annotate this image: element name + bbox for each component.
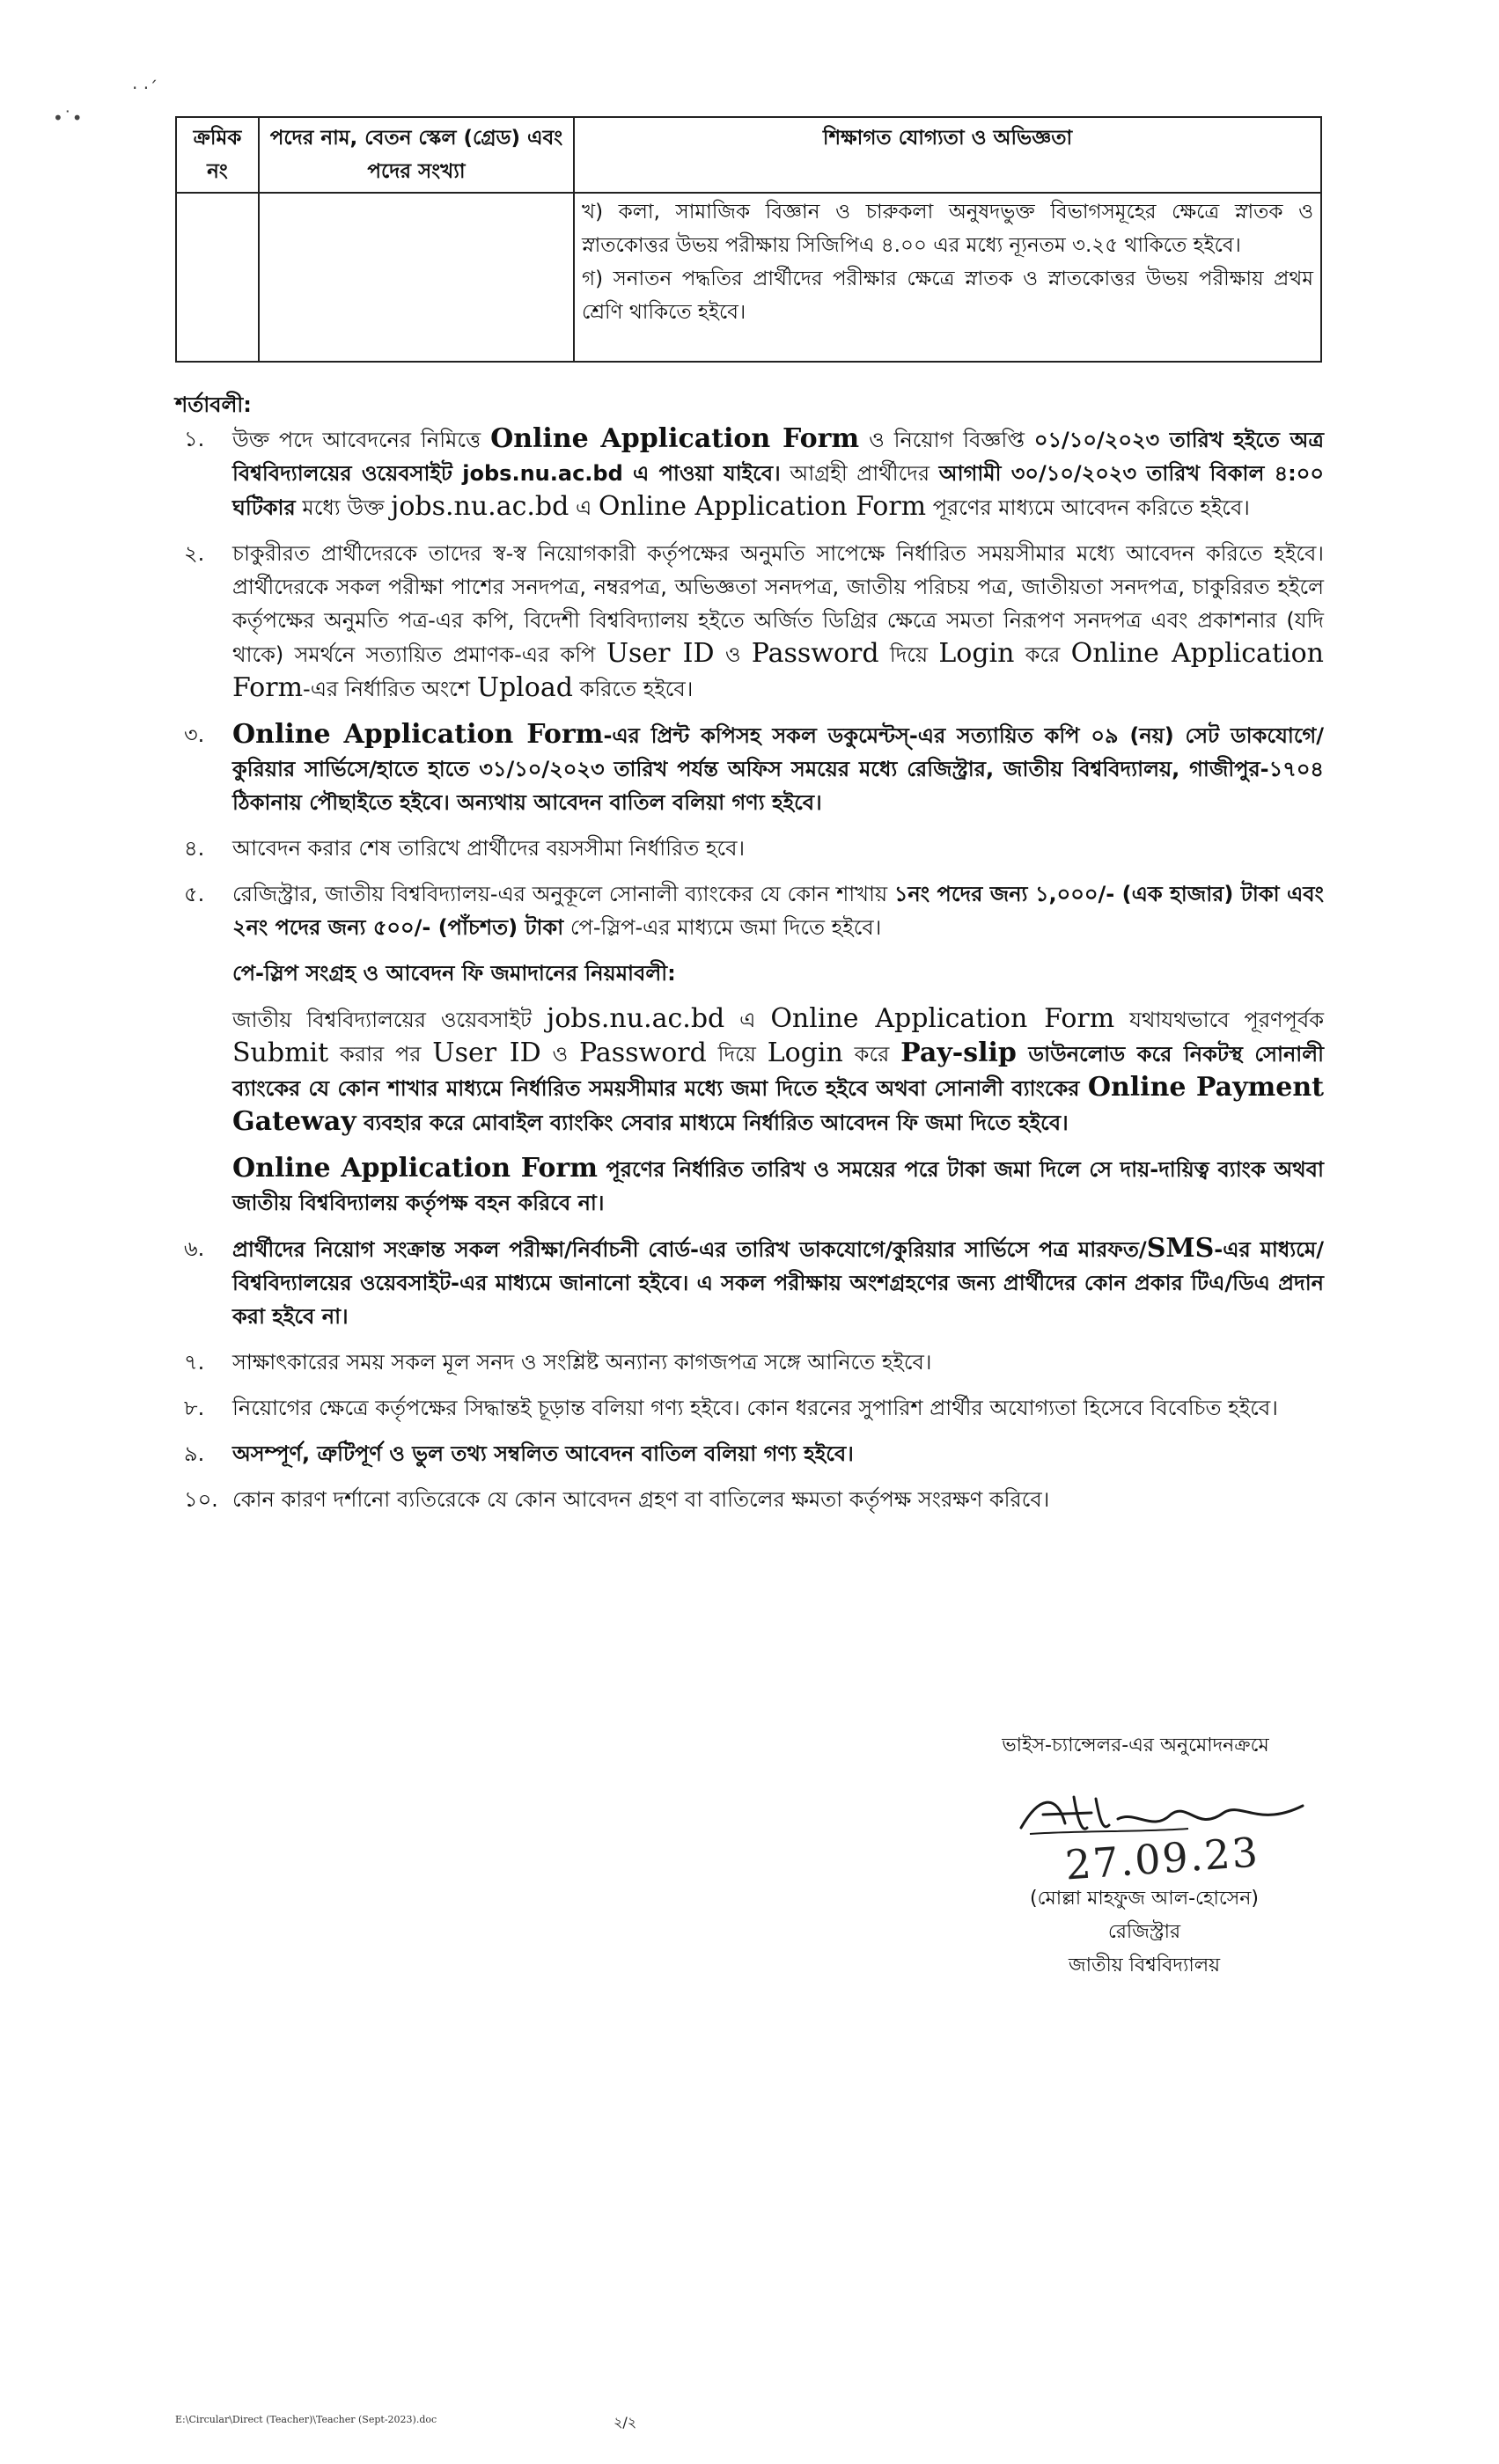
conditions-list bbox=[175, 422, 1324, 1529]
text: করার পর bbox=[328, 1042, 433, 1067]
text: User ID bbox=[432, 1038, 541, 1068]
page-number: ২/২ bbox=[614, 2414, 637, 2431]
col-header-serial: ক্রমিক নং bbox=[176, 117, 259, 193]
signature-block bbox=[880, 1729, 1338, 1763]
signatory-institution: জাতীয় বিশ্ববিদ্যালয় bbox=[1068, 1954, 1221, 1976]
text: Pay-slip bbox=[900, 1038, 1017, 1068]
item-number: ৭. bbox=[184, 1350, 205, 1375]
text: চাকুরীরত প্রার্থীদেরকে তাদের স্ব-স্ব নিয়োগকারী কর্তৃপক্ষের অনুমতি সাপেক্ষে নির্ধারিত সময়সীমার মধ্যে আবেদন করিতে হইবে। প্রার্থীদেরকে সকল পরীক্ষা পাশের সনদপত্র, নম্বরপত্র, অভিজ্ঞতা সনদপত্র, জাতীয় পরিচয় পত্র, জাতীয়তা সনদপত্র, চাকুরিরত হইলে কর্তৃপক্ষের অনুমতি পত্র-এর কপি, বিদেশী বিশ্ববিদ্যালয় হইতে অর্জিত ডিগ্রির ক্ষেত্রে সমতা নিরূপণ সনদপত্র এবং প্রকাশনার (যদি থাকে) সমর্থনে সত্যায়িত প্রমাণক-এর কপি bbox=[232, 541, 1324, 667]
condition-item-5 bbox=[175, 877, 1324, 1220]
qualification-line: খ) কলা, সামাজিক বিজ্ঞান ও চারুকলা অনুষদভুক্ত বিভাগসমূহের ক্ষেত্রে স্নাতক ও স্নাতকোত্তর উভয় পরীক্ষায় সিজিপিএ ৪.০০ এর মধ্যে ন্যূনতম ৩.২৫ থাকিতে হইবে। bbox=[582, 201, 1313, 257]
condition-item-1 bbox=[175, 422, 1324, 524]
text: জাতীয় বিশ্ববিদ্যালয়ের ওয়েবসাইট bbox=[232, 1008, 547, 1032]
text: -এর প্রিন্ট কপিসহ সকল ডকুমেন্টস্-এর সত্যায়িত কপি ০৯ (নয়) সেট ডাকযোগে/কুরিয়ার সার্ভিসে/হাতে হাতে ৩১/১০/২০২৩ তারিখ পর্যন্ত অফিস সময়ের মধ্যে রেজিস্ট্রার, জাতীয় বিশ্ববিদ্যালয়, গাজীপুর-১৭০৪ ঠিকানায় পৌছাইতে হইবে। অন্যথায় আবেদন বাতিল বলিয়া গণ্য হইবে। bbox=[232, 723, 1324, 815]
item-number: ৬. bbox=[184, 1236, 205, 1261]
text: রেজিস্ট্রার, জাতীয় বিশ্ববিদ্যালয়-এর অনুকূলে সোনালী ব্যাংকের যে কোন শাখায় bbox=[232, 882, 894, 906]
scan-mark: •˙• bbox=[53, 107, 83, 128]
payslip-subheading: পে-স্লিপ সংগ্রহ ও আবেদন ফি জমাদানের নিয়মাবলী: bbox=[232, 961, 676, 986]
signatory-details bbox=[1012, 1882, 1276, 1983]
text: Online Application Form bbox=[232, 719, 604, 750]
col-header-post: পদের নাম, বেতন স্কেল (গ্রেড) এবং পদের সংখ্যা bbox=[259, 117, 574, 193]
text: আগ্রহী প্রার্থীদের bbox=[780, 461, 939, 486]
text: Login bbox=[938, 638, 1015, 669]
item-number: ২. bbox=[184, 541, 205, 566]
text: আবেদন করার শেষ তারিখে প্রার্থীদের বয়সসীমা নির্ধারিত হবে। bbox=[232, 836, 746, 861]
text: পূরণের নির্ধারিত তারিখ ও সময়ের পরে টাকা জমা দিলে সে দায়-দায়িত্ব ব্যাংক অথবা জাতীয় বিশ্ববিদ্যালয় কর্তৃপক্ষ বহন করিবে না। bbox=[232, 1157, 1324, 1215]
table-cell-qualification bbox=[574, 193, 1321, 362]
text: -এর মাধ্যমে/বিশ্ববিদ্যালয়ের ওয়েবসাইট-এর মাধ্যমে জানানো হইবে। এ সকল পরীক্ষায় অংশগ্রহণের জন্য প্রার্থীদের কোন প্রকার টিএ/ডিএ প্রদান করা হইবে না। bbox=[232, 1237, 1324, 1329]
text: Online Application Form bbox=[598, 491, 927, 522]
text: Password bbox=[751, 638, 879, 669]
text: পূরণের মাধ্যমে আবেদন করিতে হইবে। bbox=[926, 495, 1250, 520]
text: Online Application Form bbox=[770, 1003, 1115, 1034]
text: মধ্যে উক্ত bbox=[295, 495, 392, 520]
item-number: ৮. bbox=[184, 1396, 205, 1420]
text: Online Application Form bbox=[232, 1153, 598, 1184]
table-cell-serial bbox=[176, 193, 259, 362]
text: দিয়ে bbox=[706, 1042, 768, 1067]
text: ও নিয়োগ বিজ্ঞপ্তি bbox=[859, 428, 1034, 452]
text: ব্যবহার করে মোবাইল ব্যাংকিং সেবার মাধ্যমে নির্ধারিত আবেদন ফি জমা দিতে হইবে। bbox=[356, 1111, 1069, 1135]
item-number: ১. bbox=[184, 427, 205, 451]
text: সাক্ষাৎকারের সময় সকল মূল সনদ ও সংশ্লিষ্ট অন্যান্য কাগজপত্র সঙ্গে আনিতে হইবে। bbox=[232, 1350, 932, 1375]
text: Login bbox=[767, 1038, 843, 1068]
condition-item-4 bbox=[175, 832, 1324, 865]
signature-date: 27.09.23 bbox=[1063, 1828, 1261, 1889]
condition-item-6 bbox=[175, 1232, 1324, 1333]
item-number: ৪. bbox=[184, 836, 205, 861]
signatory-name: (মোল্লা মাহফুজ আল-হোসেন) bbox=[1030, 1888, 1259, 1910]
condition-item-2 bbox=[175, 537, 1324, 706]
conditions-heading: শর্তাবলী: bbox=[175, 392, 252, 417]
table-row bbox=[176, 193, 1321, 362]
text: কোন কারণ দর্শানো ব্যতিরেকে যে কোন আবেদন গ্রহণ বা বাতিলের ক্ষমতা কর্তৃপক্ষ সংরক্ষণ করিবে। bbox=[232, 1487, 1050, 1512]
text: আগামী ৩০/১০/২০২৩ তারিখ বিকাল ৪:০০ ঘটিকার bbox=[232, 461, 1324, 520]
scan-mark: · ·´ bbox=[132, 77, 158, 99]
table-cell-post bbox=[259, 193, 574, 362]
condition-item-10 bbox=[175, 1483, 1324, 1516]
text: Upload bbox=[476, 672, 573, 703]
website-link[interactable]: jobs.nu.ac.bd bbox=[546, 1003, 725, 1034]
condition-item-8 bbox=[175, 1391, 1324, 1425]
text: উক্ত পদে আবেদনের নিমিত্তে bbox=[232, 428, 491, 452]
condition-item-7 bbox=[175, 1346, 1324, 1379]
col-header-qualification: শিক্ষাগত যোগ্যতা ও অভিজ্ঞতা bbox=[574, 117, 1321, 193]
item-number: ৩. bbox=[184, 722, 205, 747]
item-number: ৫. bbox=[184, 882, 205, 906]
condition-item-9 bbox=[175, 1437, 1324, 1470]
text: পে-স্লিপ-এর মাধ্যমে জমা দিতে হইবে। bbox=[563, 915, 882, 940]
qualification-table bbox=[175, 116, 1322, 363]
text: এ bbox=[724, 1008, 771, 1032]
text: নিয়োগের ক্ষেত্রে কর্তৃপক্ষের সিদ্ধান্তই চূড়ান্ত বলিয়া গণ্য হইবে। কোন ধরনের সুপারিশ প্রার্থীর অযোগ্যতা হিসেবে বিবেচিত হইবে। bbox=[232, 1396, 1278, 1420]
text: Submit bbox=[232, 1038, 329, 1068]
text: Password bbox=[579, 1038, 707, 1068]
text: করে bbox=[842, 1042, 901, 1067]
signatory-designation: রেজিস্ট্রার bbox=[1107, 1921, 1181, 1943]
website-link[interactable]: jobs.nu.ac.bd bbox=[391, 491, 569, 522]
file-path: E:\Circular\Direct (Teacher)\Teacher (Sept-2023).doc bbox=[175, 2414, 437, 2425]
text: দিয়ে bbox=[878, 642, 939, 667]
qualification-line: গ) সনাতন পদ্ধতির প্রার্থীদের পরীক্ষার ক্ষেত্রে স্নাতক ও স্নাতকোত্তর উভয় পরীক্ষায় প্রথম শ্রেণি থাকিতে হইবে। bbox=[582, 268, 1313, 324]
text: Online Payment Gateway bbox=[232, 1072, 1325, 1137]
text: -এর নির্ধারিত অংশে bbox=[303, 677, 477, 701]
text: ১নং পদের জন্য ১,০০০/- (এক হাজার) টাকা এবং ২নং পদের জন্য ৫০০/- (পাঁচশত) টাকা bbox=[232, 882, 1324, 940]
text: ডাউনলোড করে নিকটস্থ সোনালী ব্যাংকের যে কোন শাখার মাধ্যমে নির্ধারিত সময়সীমার মধ্যে জমা দিতে হইবে অথবা সোনালী ব্যাংকের bbox=[232, 1042, 1324, 1101]
text: যথাযথভাবে পূরণপূর্বক bbox=[1114, 1008, 1324, 1032]
text: Online Application Form bbox=[232, 638, 1324, 703]
table-header-row bbox=[176, 117, 1321, 193]
text: Online Application Form bbox=[490, 423, 860, 454]
text: User ID bbox=[606, 638, 715, 669]
condition-item-3 bbox=[175, 718, 1324, 819]
item-number: ১০. bbox=[184, 1487, 218, 1512]
text: প্রার্থীদের নিয়োগ সংক্রান্ত সকল পরীক্ষা/নির্বাচনী বোর্ড-এর তারিখ ডাকযোগে/কুরিয়ার সার্ভিসে পত্র মারফত/ bbox=[232, 1237, 1147, 1262]
text: SMS bbox=[1146, 1233, 1215, 1264]
text: অসম্পূর্ণ, ত্রুটিপূর্ণ ও ভুল তথ্য সম্বলিত আবেদন বাতিল বলিয়া গণ্য হইবে। bbox=[232, 1441, 854, 1466]
text: করে bbox=[1014, 642, 1071, 667]
text: করিতে হইবে। bbox=[572, 677, 694, 701]
text: এ bbox=[569, 495, 599, 520]
item-number: ৯. bbox=[184, 1441, 205, 1466]
text: ও bbox=[714, 642, 752, 667]
text: ০১/১০/২০২৩ তারিখ হইতে অত্র বিশ্ববিদ্যালয়ের ওয়েবসাইট jobs.nu.ac.bd এ পাওয়া যাইবে। bbox=[232, 428, 1324, 486]
text: ও bbox=[540, 1042, 580, 1067]
approval-note: ভাইস-চ্যান্সেলর-এর অনুমোদনক্রমে bbox=[1002, 1734, 1269, 1756]
